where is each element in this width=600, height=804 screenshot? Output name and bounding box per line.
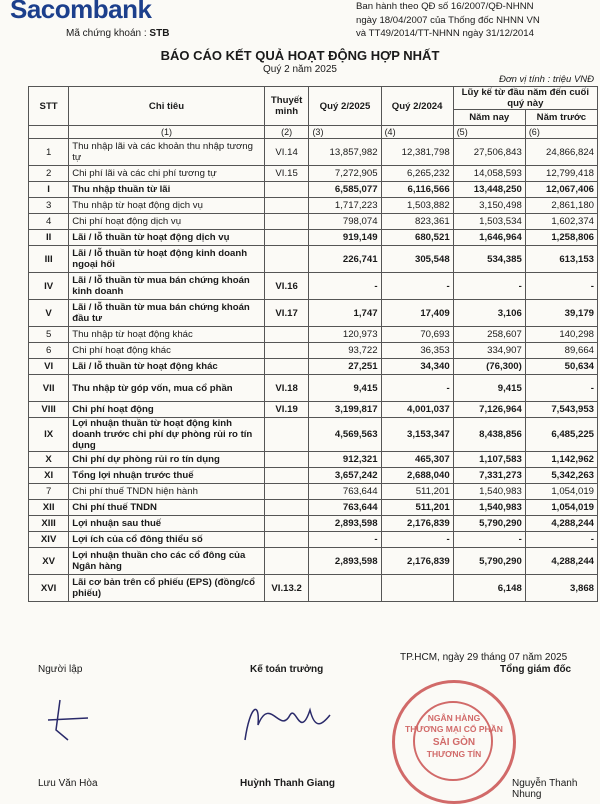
row-q-cur: 226,741	[309, 246, 381, 273]
table-row	[29, 198, 598, 214]
report-title: BÁO CÁO KẾT QUẢ HOẠT ĐỘNG HỢP NHẤT	[160, 48, 440, 63]
row-ytd-prev: 89,664	[525, 343, 597, 359]
table-body	[29, 139, 598, 602]
row-note	[264, 327, 309, 343]
row-stt: I	[29, 182, 69, 198]
col-header-q-cur: Quý 2/2025	[309, 87, 381, 126]
row-q-prev: 70,693	[381, 327, 453, 343]
row-indicator: Chi phí hoạt động	[69, 402, 265, 418]
row-ytd-prev: 12,067,406	[525, 182, 597, 198]
row-q-cur: 9,415	[309, 375, 381, 402]
row-ytd-cur: 9,415	[453, 375, 525, 402]
ticker-line	[66, 28, 169, 39]
row-ytd-prev: 4,288,244	[525, 548, 597, 575]
table-row	[29, 230, 598, 246]
stamp-text: NGÂN HÀNG	[427, 713, 481, 723]
row-q-prev	[381, 575, 453, 602]
row-q-cur: 93,722	[309, 343, 381, 359]
col-number: (1)	[69, 126, 265, 139]
row-q-cur: 2,893,598	[309, 548, 381, 575]
row-indicator: Thu nhập thuần từ lãi	[69, 182, 265, 198]
row-ytd-cur: 334,907	[453, 343, 525, 359]
row-ytd-prev: 1,054,019	[525, 500, 597, 516]
row-note	[264, 532, 309, 548]
row-q-cur: 1,717,223	[309, 198, 381, 214]
row-ytd-cur: 5,790,290	[453, 516, 525, 532]
row-stt: VI	[29, 359, 69, 375]
row-stt: XI	[29, 468, 69, 484]
accountant-title: Kế toán trưởng	[250, 664, 324, 675]
col-header-ytd-prev: Năm trước	[525, 110, 597, 126]
regulation-line: Ban hành theo QĐ số 16/2007/QĐ-NHNN	[356, 1, 534, 12]
row-stt: II	[29, 230, 69, 246]
stamp-text: THƯƠNG TÍN	[426, 749, 482, 759]
row-indicator: Lãi / lỗ thuần từ hoạt động khác	[69, 359, 265, 375]
row-note	[264, 343, 309, 359]
col-number: (4)	[381, 126, 453, 139]
row-q-cur: 912,321	[309, 452, 381, 468]
row-stt: XVI	[29, 575, 69, 602]
row-q-prev: 511,201	[381, 484, 453, 500]
row-stt: 5	[29, 327, 69, 343]
row-stt: XIII	[29, 516, 69, 532]
row-indicator: Tổng lợi nhuận trước thuế	[69, 468, 265, 484]
bank-logo: Sacombank	[10, 0, 152, 24]
row-indicator: Thu nhập từ hoạt động khác	[69, 327, 265, 343]
row-stt: IV	[29, 273, 69, 300]
row-ytd-prev: 1,142,962	[525, 452, 597, 468]
row-stt: IX	[29, 418, 69, 452]
row-stt: 4	[29, 214, 69, 230]
row-note: VI.18	[264, 375, 309, 402]
row-indicator: Lợi nhuận sau thuế	[69, 516, 265, 532]
table-row	[29, 246, 598, 273]
row-indicator: Lãi / lỗ thuần từ mua bán chứng khoán kinh doanh	[69, 273, 265, 300]
row-ytd-cur: 27,506,843	[453, 139, 525, 166]
row-ytd-cur: 1,107,583	[453, 452, 525, 468]
row-note	[264, 198, 309, 214]
row-ytd-prev: 613,153	[525, 246, 597, 273]
row-note	[264, 500, 309, 516]
row-note	[264, 246, 309, 273]
row-q-cur: 4,569,563	[309, 418, 381, 452]
row-stt: V	[29, 300, 69, 327]
date-line: TP.HCM, ngày 29 tháng 07 năm 2025	[400, 652, 568, 663]
row-stt: 7	[29, 484, 69, 500]
row-note	[264, 468, 309, 484]
row-q-cur: 27,251	[309, 359, 381, 375]
row-q-cur	[309, 575, 381, 602]
col-header-indicator: Chỉ tiêu	[69, 87, 265, 126]
col-number: (2)	[264, 126, 309, 139]
row-indicator: Thu nhập lãi và các khoản thu nhập tương tự	[69, 139, 265, 166]
row-note	[264, 418, 309, 452]
row-ytd-cur: 534,385	[453, 246, 525, 273]
col-number: (6)	[525, 126, 597, 139]
row-q-cur: 763,644	[309, 500, 381, 516]
row-note	[264, 516, 309, 532]
row-stt: X	[29, 452, 69, 468]
row-note	[264, 230, 309, 246]
row-ytd-prev: 50,634	[525, 359, 597, 375]
row-stt: XIV	[29, 532, 69, 548]
table-row	[29, 516, 598, 532]
row-note: VI.14	[264, 139, 309, 166]
row-note: VI.19	[264, 402, 309, 418]
row-q-cur: 3,199,817	[309, 402, 381, 418]
row-indicator: Lãi / lỗ thuần từ hoạt động dịch vụ	[69, 230, 265, 246]
row-ytd-cur: 3,106	[453, 300, 525, 327]
row-stt: 1	[29, 139, 69, 166]
row-q-prev: 4,001,037	[381, 402, 453, 418]
row-ytd-cur: 13,448,250	[453, 182, 525, 198]
report-period: Quý 2 năm 2025	[263, 64, 337, 75]
row-note: VI.13.2	[264, 575, 309, 602]
table-row	[29, 575, 598, 602]
row-indicator: Lợi nhuận thuần cho các cổ đông của Ngân hàng	[69, 548, 265, 575]
table-row	[29, 500, 598, 516]
row-ytd-cur: 1,646,964	[453, 230, 525, 246]
stamp-text: SÀI GÒN	[432, 737, 476, 748]
row-stt: 2	[29, 166, 69, 182]
row-ytd-cur: (76,300)	[453, 359, 525, 375]
row-indicator: Thu nhập từ góp vốn, mua cổ phần	[69, 375, 265, 402]
row-note	[264, 214, 309, 230]
row-indicator: Lãi / lỗ thuần từ mua bán chứng khoán đầu tư	[69, 300, 265, 327]
row-q-cur: 763,644	[309, 484, 381, 500]
row-q-cur: 2,893,598	[309, 516, 381, 532]
row-ytd-prev: 2,861,180	[525, 198, 597, 214]
row-ytd-prev: 1,258,806	[525, 230, 597, 246]
table-row	[29, 418, 598, 452]
row-ytd-prev: 24,866,824	[525, 139, 597, 166]
row-ytd-prev: 7,543,953	[525, 402, 597, 418]
table-row	[29, 452, 598, 468]
row-ytd-cur: -	[453, 273, 525, 300]
col-header-stt: STT	[29, 87, 69, 126]
row-q-prev: 2,176,839	[381, 548, 453, 575]
col-header-q-prev: Quý 2/2024	[381, 87, 453, 126]
table-row	[29, 484, 598, 500]
row-ytd-prev: 1,054,019	[525, 484, 597, 500]
row-q-cur: 798,074	[309, 214, 381, 230]
table-row	[29, 532, 598, 548]
row-q-prev: 823,361	[381, 214, 453, 230]
row-indicator: Lãi cơ bản trên cổ phiếu (EPS) (đồng/cổ phiếu)	[69, 575, 265, 602]
row-ytd-prev: 4,288,244	[525, 516, 597, 532]
row-indicator: Lợi ích của cổ đông thiểu số	[69, 532, 265, 548]
regulation-line: và TT49/2014/TT-NHNN ngày 31/12/2014	[356, 28, 534, 39]
row-ytd-prev: 5,342,263	[525, 468, 597, 484]
unit-label: Đơn vị tính : triệu VNĐ	[499, 74, 594, 85]
row-note	[264, 182, 309, 198]
row-ytd-cur: 3,150,498	[453, 198, 525, 214]
table-row	[29, 139, 598, 166]
row-ytd-prev: -	[525, 375, 597, 402]
row-ytd-cur: 1,503,534	[453, 214, 525, 230]
row-indicator: Lợi nhuận thuần từ hoạt động kinh doanh trước chi phí dự phòng rủi ro tín dụng	[69, 418, 265, 452]
accountant-name: Huỳnh Thanh Giang	[240, 778, 335, 789]
row-indicator: Chi phí hoạt động khác	[69, 343, 265, 359]
stamp-text: THƯƠNG MẠI CỔ PHẦN	[405, 724, 503, 734]
row-q-prev: 17,409	[381, 300, 453, 327]
row-q-prev: 3,153,347	[381, 418, 453, 452]
row-stt: 3	[29, 198, 69, 214]
row-stt: III	[29, 246, 69, 273]
row-ytd-cur: 1,540,983	[453, 484, 525, 500]
row-ytd-cur: 258,607	[453, 327, 525, 343]
table-row	[29, 182, 598, 198]
row-ytd-prev: 39,179	[525, 300, 597, 327]
row-q-prev: 6,116,566	[381, 182, 453, 198]
row-note	[264, 548, 309, 575]
preparer-title: Người lập	[38, 664, 83, 675]
row-q-prev: 36,353	[381, 343, 453, 359]
row-q-prev: -	[381, 375, 453, 402]
table-row	[29, 166, 598, 182]
table-row	[29, 343, 598, 359]
row-ytd-cur: 8,438,856	[453, 418, 525, 452]
row-ytd-prev: 1,602,374	[525, 214, 597, 230]
row-q-cur: 6,585,077	[309, 182, 381, 198]
row-q-cur: 3,657,242	[309, 468, 381, 484]
row-indicator: Chi phí thuế TNDN hiện hành	[69, 484, 265, 500]
ticker-value: STB	[149, 28, 170, 39]
row-stt: VII	[29, 375, 69, 402]
table-row	[29, 273, 598, 300]
row-q-prev: 1,503,882	[381, 198, 453, 214]
table-row	[29, 327, 598, 343]
preparer-name: Lưu Văn Hòa	[38, 778, 98, 789]
row-note	[264, 359, 309, 375]
row-ytd-prev: 140,298	[525, 327, 597, 343]
table-row	[29, 402, 598, 418]
row-stt: XV	[29, 548, 69, 575]
row-q-cur: 7,272,905	[309, 166, 381, 182]
row-stt: VIII	[29, 402, 69, 418]
row-note: VI.16	[264, 273, 309, 300]
row-q-prev: 34,340	[381, 359, 453, 375]
row-stt: XII	[29, 500, 69, 516]
table-row	[29, 359, 598, 375]
col-header-ytd-group: Lũy kế từ đầu năm đến cuối quý này	[453, 87, 597, 110]
row-q-prev: 511,201	[381, 500, 453, 516]
row-ytd-cur: 14,058,593	[453, 166, 525, 182]
row-q-prev: 2,688,040	[381, 468, 453, 484]
row-note: VI.17	[264, 300, 309, 327]
row-indicator: Thu nhập từ hoạt động dịch vụ	[69, 198, 265, 214]
ticker-label: Mã chứng khoán :	[66, 28, 147, 39]
row-q-cur: 919,149	[309, 230, 381, 246]
row-ytd-cur: -	[453, 532, 525, 548]
row-ytd-cur: 1,540,983	[453, 500, 525, 516]
col-header-note: Thuyết minh	[264, 87, 309, 126]
table-row	[29, 375, 598, 402]
company-stamp	[392, 680, 516, 804]
row-q-prev: 12,381,798	[381, 139, 453, 166]
row-ytd-prev: 3,868	[525, 575, 597, 602]
row-ytd-cur: 5,790,290	[453, 548, 525, 575]
row-indicator: Chi phí hoạt động dịch vụ	[69, 214, 265, 230]
preparer-signature	[30, 690, 110, 750]
col-header-ytd-cur: Năm nay	[453, 110, 525, 126]
row-indicator: Lãi / lỗ thuần từ hoạt động kinh doanh ngoại hối	[69, 246, 265, 273]
row-ytd-prev: -	[525, 273, 597, 300]
row-q-cur: -	[309, 273, 381, 300]
col-number: (5)	[453, 126, 525, 139]
row-q-prev: 2,176,839	[381, 516, 453, 532]
row-q-prev: 465,307	[381, 452, 453, 468]
income-statement-table	[28, 86, 598, 602]
row-note: VI.15	[264, 166, 309, 182]
accountant-signature	[230, 685, 340, 755]
table-row	[29, 468, 598, 484]
row-ytd-prev: 12,799,418	[525, 166, 597, 182]
regulation-block	[356, 0, 596, 41]
row-ytd-cur: 7,331,273	[453, 468, 525, 484]
row-ytd-cur: 6,148	[453, 575, 525, 602]
row-q-cur: 13,857,982	[309, 139, 381, 166]
row-indicator: Chi phí dự phòng rủi ro tín dụng	[69, 452, 265, 468]
row-q-prev: 6,265,232	[381, 166, 453, 182]
table-row	[29, 300, 598, 327]
table-row	[29, 214, 598, 230]
row-indicator: Chi phí lãi và các chi phí tương tự	[69, 166, 265, 182]
row-q-prev: -	[381, 273, 453, 300]
row-ytd-cur: 7,126,964	[453, 402, 525, 418]
row-note	[264, 452, 309, 468]
row-q-prev: -	[381, 532, 453, 548]
row-ytd-prev: -	[525, 532, 597, 548]
director-title: Tổng giám đốc	[500, 664, 572, 675]
row-ytd-prev: 6,485,225	[525, 418, 597, 452]
row-indicator: Chi phí thuế TNDN	[69, 500, 265, 516]
row-q-cur: -	[309, 532, 381, 548]
row-q-prev: 305,548	[381, 246, 453, 273]
row-q-cur: 120,973	[309, 327, 381, 343]
row-q-prev: 680,521	[381, 230, 453, 246]
col-number: (3)	[309, 126, 381, 139]
row-stt: 6	[29, 343, 69, 359]
director-name: Nguyễn Thanh Nhung	[512, 778, 578, 800]
row-note	[264, 484, 309, 500]
row-q-cur: 1,747	[309, 300, 381, 327]
table-row	[29, 548, 598, 575]
regulation-line: ngày 18/04/2007 của Thống đốc NHNN VN	[356, 14, 540, 26]
